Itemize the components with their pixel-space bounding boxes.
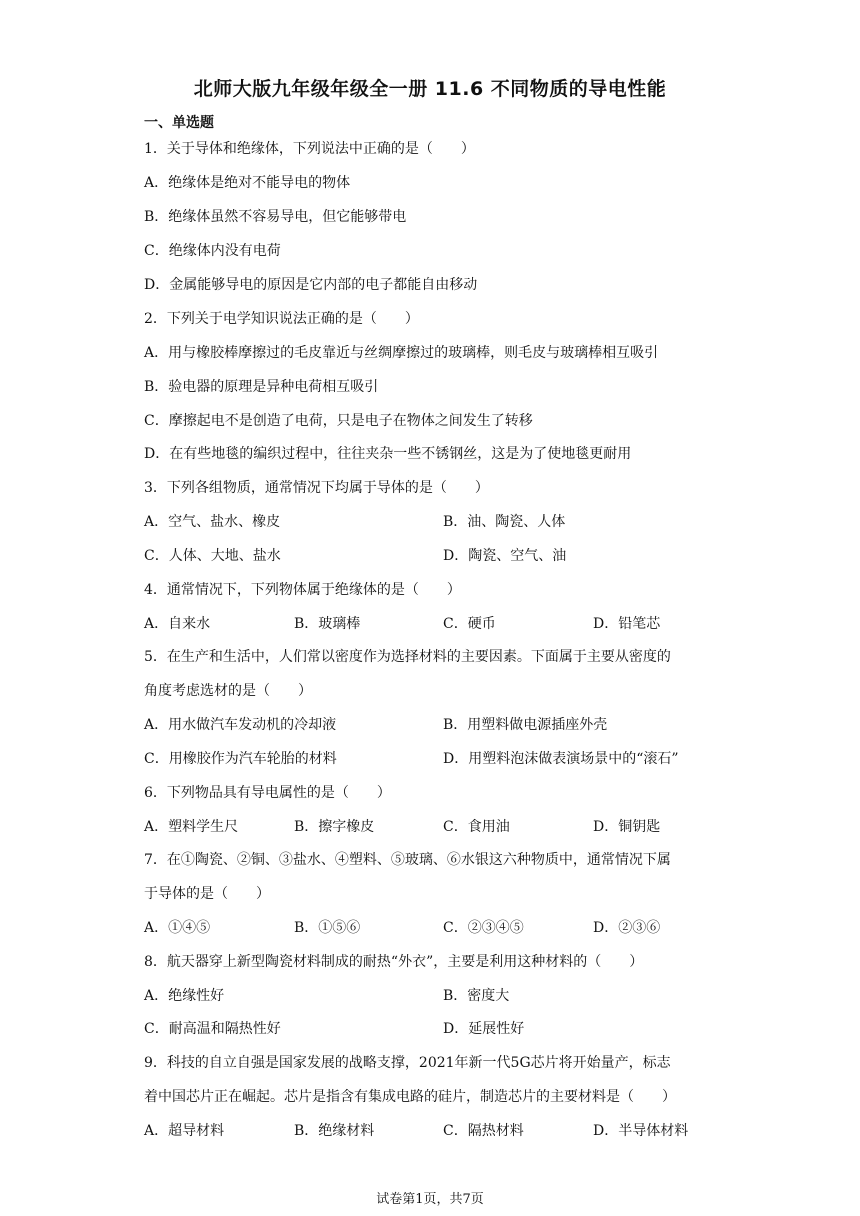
page-title: 北师大版九年级年级全一册 11.6 不同物质的导电性能 — [193, 78, 667, 100]
question-6-option-b: B．擦字橡皮 — [294, 819, 375, 835]
question-8-option-d: D．延展性好 — [443, 1021, 525, 1037]
page-footer: 试卷第1页，共7页 — [376, 1192, 484, 1207]
question-5-stem-line-2: 角度考虑选材的是（ ） — [144, 683, 312, 699]
question-9-option-d: D．半导体材料 — [593, 1123, 689, 1139]
question-3-option-a: A．空气、盐水、橡皮 — [144, 514, 281, 530]
question-5-stem-line-1: 5．在生产和生活中，人们常以密度作为选择材料的主要因素。下面属于主要从密度的 — [144, 649, 671, 665]
question-1-stem: 1．关于导体和绝缘体，下列说法中正确的是（ ） — [144, 141, 475, 157]
question-9-stem-line-1: 9．科技的自立自强是国家发展的战略支撑，2021年新一代5G芯片将开始量产，标志 — [144, 1055, 671, 1071]
question-9-option-a: A．超导材料 — [144, 1123, 225, 1139]
question-8-stem: 8．航天器穿上新型陶瓷材料制成的耐热“外衣”，主要是利用这种材料的（ ） — [144, 954, 644, 970]
question-1-option-d: D．金属能够导电的原因是它内部的电子都能自由移动 — [144, 277, 478, 293]
question-6-stem: 6．下列物品具有导电属性的是（ ） — [144, 785, 391, 801]
question-9-stem-line-2: 着中国芯片正在崛起。芯片是指含有集成电路的硅片，制造芯片的主要材料是（ ） — [144, 1089, 676, 1105]
question-4-option-b: B．玻璃棒 — [294, 616, 361, 632]
question-2-option-c: C．摩擦起电不是创造了电荷，只是电子在物体之间发生了转移 — [144, 413, 533, 429]
question-3-option-c: C．人体、大地、盐水 — [144, 548, 281, 564]
question-5-option-a: A．用水做汽车发动机的冷却液 — [144, 717, 337, 733]
question-3-option-d: D．陶瓷、空气、油 — [443, 548, 567, 564]
question-2-option-b: B．验电器的原理是异种电荷相互吸引 — [144, 379, 379, 395]
question-8-option-b: B．密度大 — [443, 988, 510, 1004]
question-4-option-d: D．铅笔芯 — [593, 616, 661, 632]
question-1-option-a: A．绝缘体是绝对不能导电的物体 — [144, 175, 351, 191]
question-7-option-b: B．①⑤⑥ — [294, 920, 361, 936]
question-5-option-d: D．用塑料泡沫做表演场景中的“滚石” — [443, 751, 679, 767]
question-1-option-b: B．绝缘体虽然不容易导电，但它能够带电 — [144, 209, 407, 225]
question-2-option-d: D．在有些地毯的编织过程中，往往夹杂一些不锈钢丝，这是为了使地毯更耐用 — [144, 446, 632, 462]
question-7-stem-line-1: 7．在①陶瓷、②铜、③盐水、④塑料、⑤玻璃、⑥水银这六种物质中，通常情况下属 — [144, 852, 671, 868]
question-7-option-c: C．②③④⑤ — [443, 920, 524, 936]
question-7-option-a: A．①④⑤ — [144, 920, 211, 936]
question-8-option-c: C．耐高温和隔热性好 — [144, 1021, 281, 1037]
question-4-stem: 4．通常情况下，下列物体属于绝缘体的是（ ） — [144, 582, 461, 598]
question-1-option-c: C．绝缘体内没有电荷 — [144, 243, 281, 259]
question-6-option-a: A．塑料学生尺 — [144, 819, 239, 835]
question-5-option-c: C．用橡胶作为汽车轮胎的材料 — [144, 751, 337, 767]
question-4-option-c: C．硬币 — [443, 616, 496, 632]
question-3-option-b: B．油、陶瓷、人体 — [443, 514, 566, 530]
question-4-option-a: A．自来水 — [144, 616, 211, 632]
question-2-stem: 2．下列关于电学知识说法正确的是（ ） — [144, 311, 419, 327]
question-9-option-c: C．隔热材料 — [443, 1123, 524, 1139]
question-7-option-d: D．②③⑥ — [593, 920, 661, 936]
question-7-stem-line-2: 于导体的是（ ） — [144, 886, 270, 902]
question-8-option-a: A．绝缘性好 — [144, 988, 225, 1004]
question-9-option-b: B．绝缘材料 — [294, 1123, 375, 1139]
question-6-option-c: C．食用油 — [443, 819, 510, 835]
question-6-option-d: D．铜钥匙 — [593, 819, 661, 835]
question-2-option-a: A．用与橡胶棒摩擦过的毛皮靠近与丝绸摩擦过的玻璃棒，则毛皮与玻璃棒相互吸引 — [144, 345, 659, 361]
question-3-stem: 3．下列各组物质，通常情况下均属于导体的是（ ） — [144, 480, 489, 496]
question-5-option-b: B．用塑料做电源插座外壳 — [443, 717, 608, 733]
section-heading: 一、单选题 — [144, 115, 214, 131]
